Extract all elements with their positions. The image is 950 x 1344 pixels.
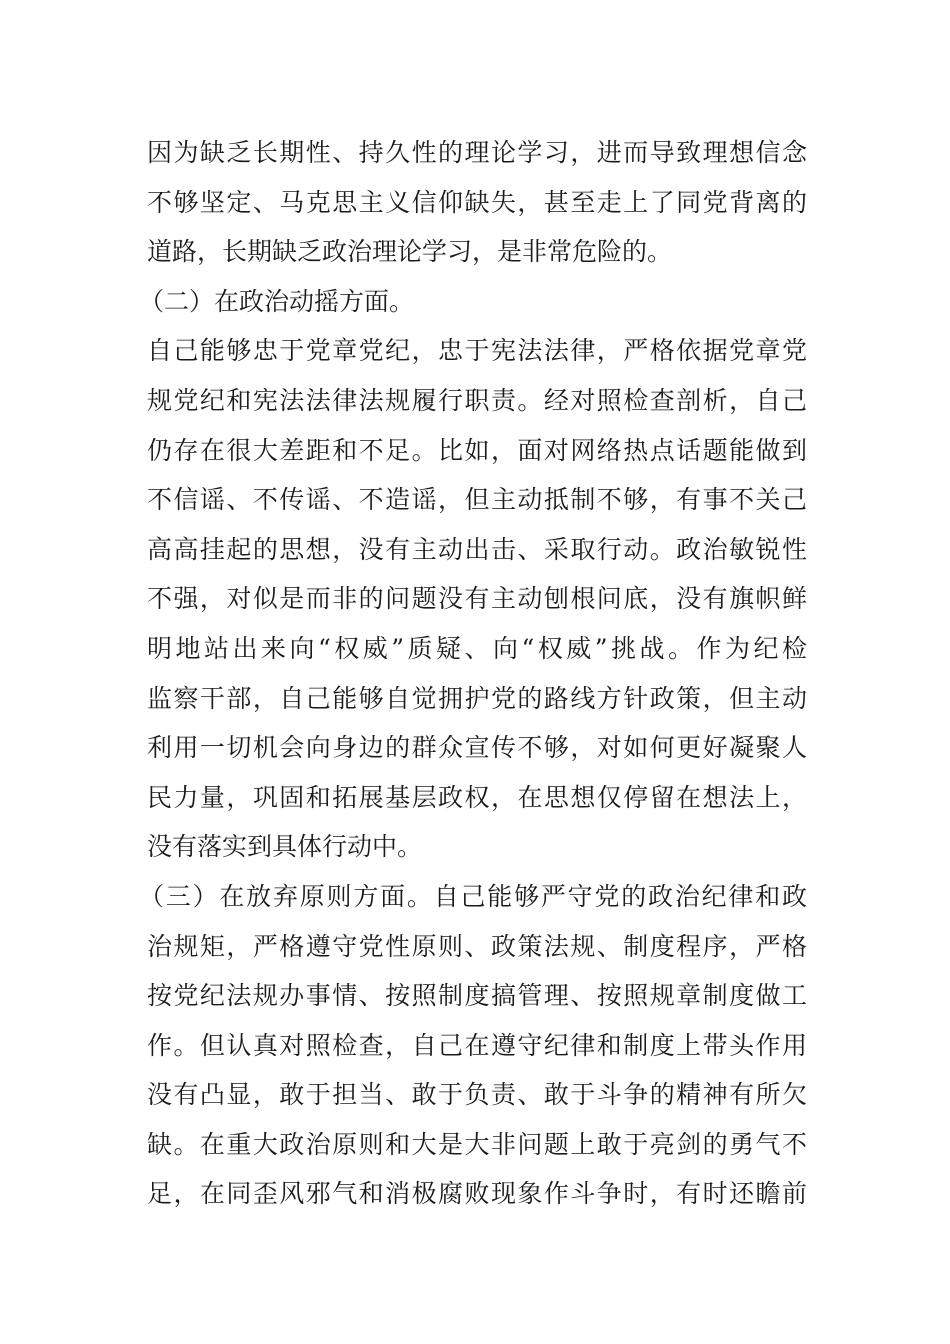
text-line: 仍存在很大差距和不足。比如，面对网络热点话题能做到 (147, 435, 807, 465)
text-line: 自己能够忠于党章党纪，忠于宪法法律，严格依据党章党 (147, 336, 807, 366)
text-line: 因为缺乏长期性、持久性的理论学习，进而导致理想信念 (147, 138, 807, 167)
text-line: 不信谣、不传谣、不造谣，但主动抵制不够，有事不关己 (147, 485, 807, 515)
text-line: 没有落实到具体行动中。 (147, 832, 423, 862)
text-line: 足，在同歪风邪气和消极腐败现象作斗争时，有时还瞻前 (147, 1179, 807, 1209)
text-line: 规党纪和宪法法律法规履行职责。经对照检查剖析，自己 (147, 385, 807, 415)
text-line: 不够坚定、马克思主义信仰缺失，甚至走上了同党背离的 (147, 187, 807, 217)
text-line: 作。但认真对照检查，自己在遵守纪律和制度上带头作用 (147, 1030, 807, 1060)
text-line: 按党纪法规办事情、按照制度搞管理、按照规章制度做工 (147, 981, 807, 1011)
text-line: 不强，对似是而非的问题没有主动刨根问底，没有旗帜鲜 (147, 584, 807, 614)
text-line: 监察干部，自己能够自觉拥护党的路线方针政策，但主动 (147, 683, 807, 713)
text-line: 治规矩，严格遵守党性原则、政策法规、制度程序，严格 (147, 931, 807, 961)
text-line: 明地站出来向“权威”质疑、向“权威”挑战。作为纪检 (147, 633, 807, 663)
text-line: 没有凸显，敢于担当、敢于负责、敢于斗争的精神有所欠 (147, 1080, 807, 1110)
text-line: 高高挂起的思想，没有主动出击、采取行动。政治敏锐性 (147, 534, 807, 564)
text-line: 民力量，巩固和拓展基层政权，在思想仅停留在想法上， (147, 782, 807, 812)
text-line: 利用一切机会向身边的群众宣传不够，对如何更好凝聚人 (147, 733, 807, 763)
text-line: 缺。在重大政治原则和大是大非问题上敢于亮剑的勇气不 (147, 1129, 807, 1159)
text-line: 道路，长期缺乏政治理论学习，是非常危险的。 (147, 237, 673, 267)
section-heading: （二）在政治动摇方面。 (139, 286, 415, 316)
body-text (139, 128, 807, 1219)
section-heading: （三）在放弃原则方面。自己能够严守党的政治纪律和政 (139, 881, 807, 911)
